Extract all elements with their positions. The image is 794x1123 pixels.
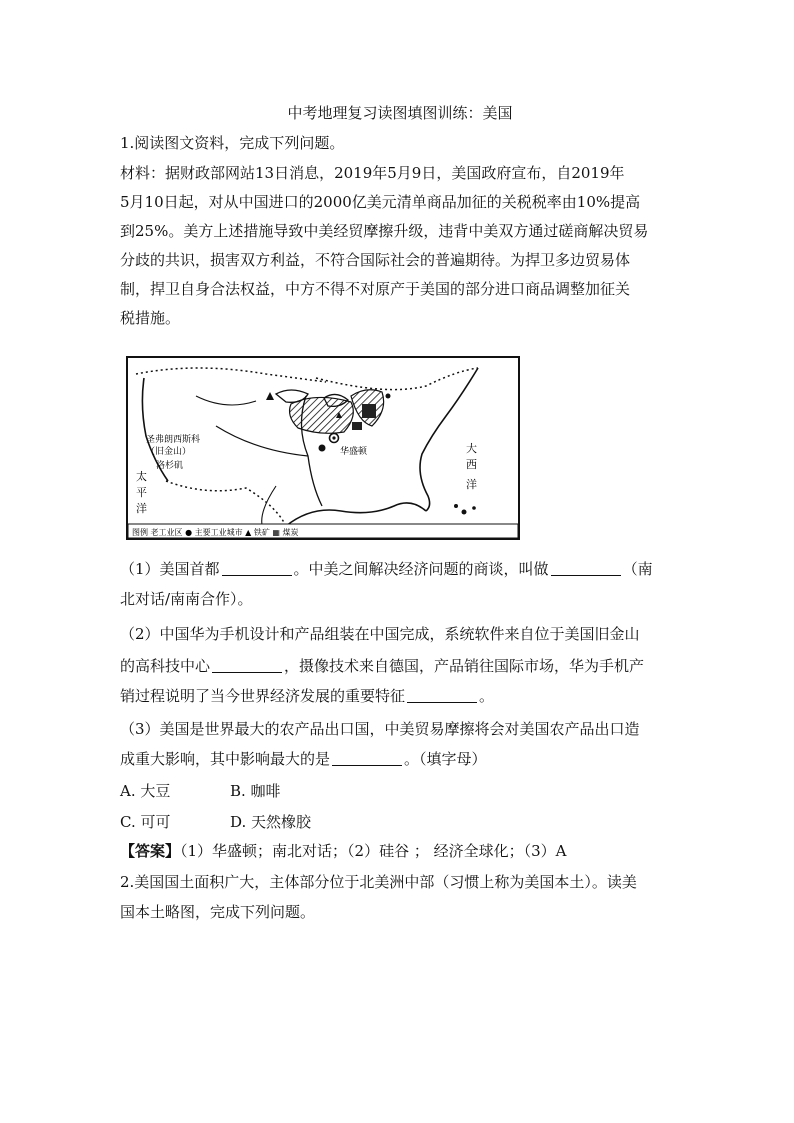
map-label-atlantic: 洋 xyxy=(466,478,477,491)
q1-sub1-text: 。中美之间解决经济问题的商谈，叫做 xyxy=(293,560,549,578)
options-row xyxy=(120,781,340,801)
answer-blank[interactable] xyxy=(551,561,621,576)
map-label-atlantic: 西 xyxy=(466,458,477,471)
answer-blank[interactable] xyxy=(407,688,477,703)
q2-line1: 2.美国国土面积广大，主体部分位于北美洲中部（习惯上称为美国本土）。读美 xyxy=(120,873,637,891)
q1-sub2-text: 的高科技中心 xyxy=(120,657,211,675)
map-label-sf: 圣弗朗西斯科 xyxy=(146,435,201,445)
answer-blank[interactable] xyxy=(332,751,402,766)
option-d[interactable]: D. 天然橡胶 xyxy=(230,813,312,831)
q1-sub3-line1: （3）美国是世界最大的农产品出口国，中美贸易摩擦将会对美国农产品出口造 xyxy=(120,720,640,738)
map-label-sf2: （旧金山） xyxy=(146,447,192,457)
map-label-atlantic: 大 xyxy=(466,442,477,455)
map-label-pacific: 太 xyxy=(136,470,147,483)
q1-sub1-text: （南 xyxy=(622,560,653,578)
answer-blank[interactable] xyxy=(222,561,292,576)
material-line: 5月10日起，对从中国进口的2000亿美元清单商品加征的关税税率由10%提高 xyxy=(120,193,641,211)
answer-text: （1）华盛顿；南北对话；（2）硅谷 ； 经济全球化；（3）A xyxy=(180,842,567,860)
answer-blank[interactable] xyxy=(212,658,282,673)
q1-sub2-text: 销过程说明了当今世界经济发展的重要特征 xyxy=(120,687,406,705)
q1-sub2-line1: （2）中国华为手机设计和产品组装在中国完成，系统软件来自位于美国旧金山 xyxy=(120,625,640,643)
map-label-pacific: 平 xyxy=(136,486,147,499)
map-label-pacific: 洋 xyxy=(136,502,147,515)
q2-line2: 国本土略图，完成下列问题。 xyxy=(120,903,316,921)
map-label-la: 洛杉矶 xyxy=(156,461,184,471)
q1-sub2-text: ，摄像技术来自德国，产品销往国际市场，华为手机产 xyxy=(284,657,645,675)
map-legend: 图例 老工业区 ● 主要工业城市 ▲ 铁矿 ▦ 煤炭 xyxy=(132,528,299,537)
q1-sub3-line2 xyxy=(120,746,680,773)
options-row xyxy=(120,812,340,832)
q1-sub2-line3 xyxy=(120,683,680,710)
q1-sub3-text: 成重大影响，其中影响最大的是 xyxy=(120,750,331,768)
q1-sub1-text: （1）美国首都 xyxy=(120,560,220,578)
option-c[interactable]: C. 可可 xyxy=(120,813,171,831)
material-line: 材料：据财政部网站13日消息，2019年5月9日，美国政府宣布，自2019年 xyxy=(120,164,625,182)
option-b[interactable]: B. 咖啡 xyxy=(230,782,281,800)
answer-tag: 【答案】 xyxy=(120,842,181,860)
q1-sub1-line2: 北对话/南南合作）。 xyxy=(120,590,253,608)
material-line: 到25%。美方上述措施导致中美经贸摩擦升级，违背中美双方通过磋商解决贸易 xyxy=(120,222,649,240)
material-line: 税措施。 xyxy=(120,309,181,327)
q1-sub1-line1 xyxy=(120,556,680,583)
q1-sub2-text: 。 xyxy=(479,687,495,705)
page-title: 中考地理复习读图填图训练：美国 xyxy=(287,104,513,122)
option-a[interactable]: A. 大豆 xyxy=(120,782,171,800)
material-line: 分歧的共识，损害双方利益，不符合国际社会的普遍期待。为捍卫多边贸易体 xyxy=(120,251,631,269)
q1-intro: 1.阅读图文资料，完成下列问题。 xyxy=(120,134,345,152)
q1-sub3-text: 。（填字母） xyxy=(404,750,487,768)
material-line: 制，捍卫自身合法权益，中方不得不对原产于美国的部分进口商品调整加征关 xyxy=(120,280,631,298)
answer-line xyxy=(120,838,680,865)
usa-map xyxy=(126,356,520,540)
q1-sub2-line2 xyxy=(120,653,680,680)
map-label-dc: 华盛顿 xyxy=(340,447,368,457)
